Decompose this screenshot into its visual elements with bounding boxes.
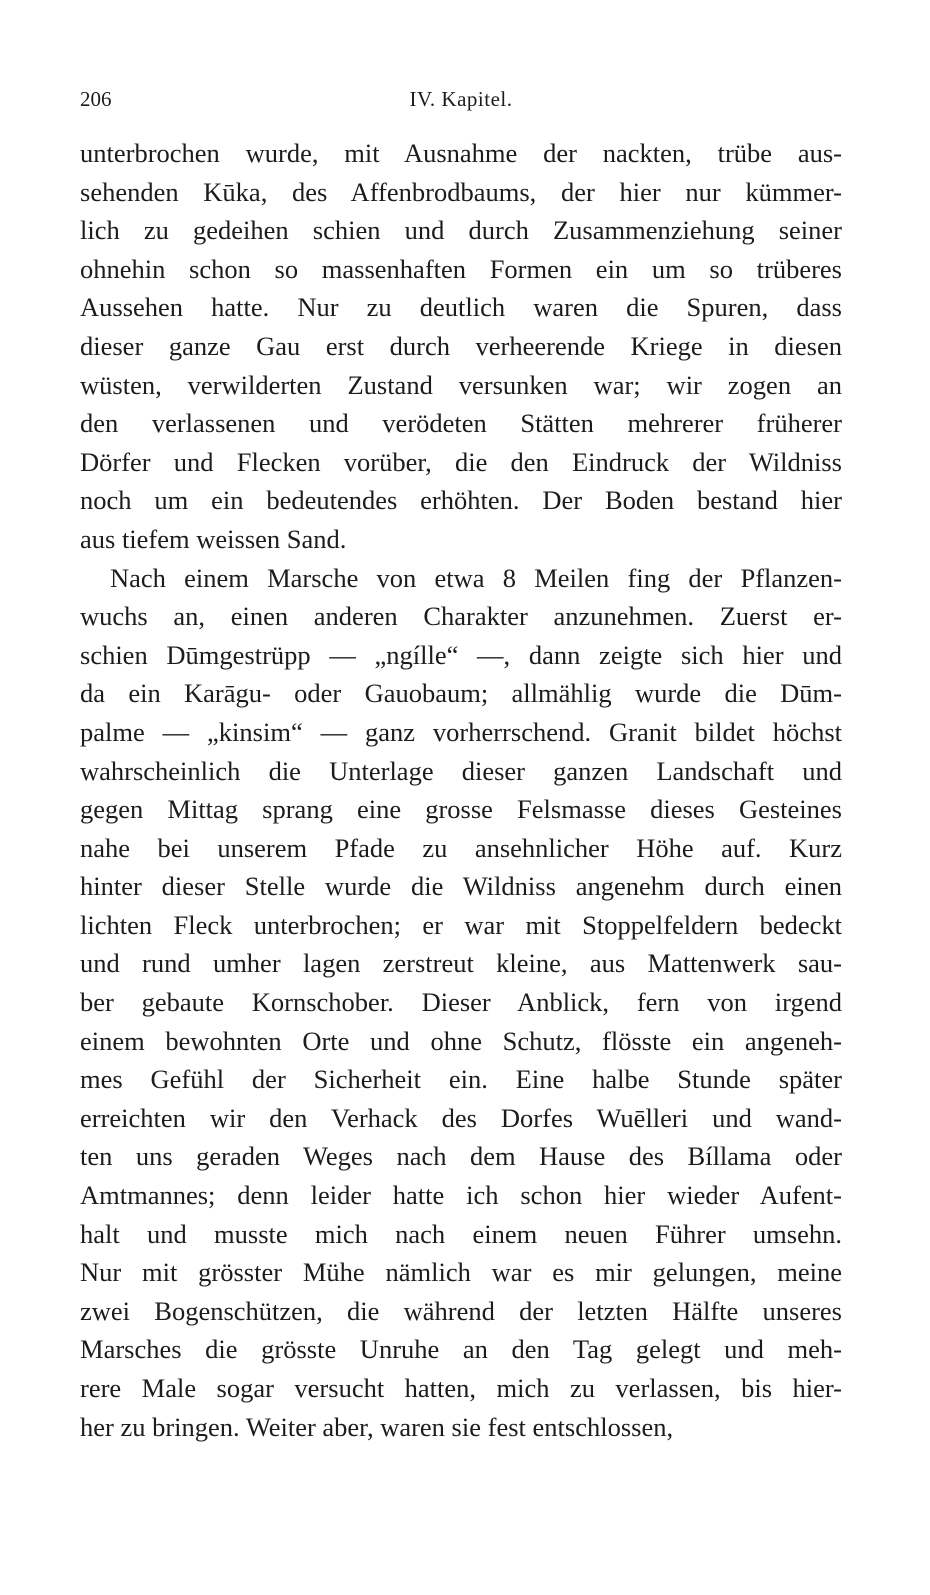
text-line: gegen Mittag sprang eine grosse Felsmasse dieses Gesteines [80, 794, 842, 825]
text-line: schien Dūmgestrüpp — „ngílle“ —, dann zeigte sich hier und [80, 639, 842, 670]
text-line: noch um ein bedeutendes erhöhten. Der Boden bestand hier [80, 485, 842, 516]
text-line: wuchs an, einen anderen Charakter anzunehmen. Zuerst er- [80, 601, 842, 632]
text-line: ohnehin schon so massenhaften Formen ein um so trüberes [80, 253, 842, 284]
text-line: Nach einem Marsche von etwa 8 Meilen fing der Pflanzen- [110, 562, 842, 593]
text-line: wahrscheinlich die Unterlage dieser ganzen Landschaft und [80, 755, 842, 786]
text-line: Aussehen hatte. Nur zu deutlich waren die Spuren, dass [80, 292, 842, 323]
text-line: ber gebaute Kornschober. Dieser Anblick, fern von irgend [80, 987, 842, 1018]
text-line: da ein Karāgu- oder Gauobaum; allmählig wurde die Dūm- [80, 678, 842, 709]
text-line: aus tiefem weissen Sand. [80, 523, 347, 554]
text-line: unterbrochen wurde, mit Ausnahme der nackten, trübe aus- [80, 138, 842, 168]
text-line: hinter dieser Stelle wurde die Wildniss angenehm durch einen [80, 871, 842, 902]
text-line: rere Male sogar versucht hatten, mich zu verlassen, bis hier- [80, 1373, 842, 1403]
text-line: den verlassenen und verödeten Stätten mehrerer früherer [80, 408, 842, 439]
text-line: ten uns geraden Weges nach dem Hause des Bíllama oder [80, 1141, 842, 1172]
text-line: lich zu gedeihen schien und durch Zusammenziehung seiner [80, 215, 842, 246]
text-line: wüsten, verwilderten Zustand versunken war; wir zogen an [80, 369, 842, 400]
paragraph [80, 134, 842, 559]
text-line: Nur mit grösster Mühe nämlich war es mir gelungen, meine [80, 1257, 842, 1288]
text-line: Amtmannes; denn leider hatte ich schon hier wieder Aufent- [80, 1180, 842, 1211]
text-line: nahe bei unserem Pfade zu ansehnlicher Höhe auf. Kurz [80, 832, 842, 863]
text-line: her zu bringen. Weiter aber, waren sie fest entschlossen, [80, 1411, 674, 1442]
text-line: Marsches die grösste Unruhe an den Tag gelegt und meh- [80, 1334, 842, 1365]
text-line: halt und musste mich nach einem neuen Führer umsehn. [80, 1218, 842, 1249]
body-text [80, 134, 842, 1446]
text-line: zwei Bogenschützen, die während der letzten Hälfte unseres [80, 1295, 842, 1326]
text-line: mes Gefühl der Sicherheit ein. Eine halbe Stunde später [80, 1064, 842, 1095]
text-line: sehenden Kūka, des Affenbrodbaums, der hier nur kümmer- [80, 176, 842, 207]
running-head [80, 84, 842, 114]
text-line: und rund umher lagen zerstreut kleine, aus Mattenwerk sau- [80, 948, 842, 979]
text-line: palme — „kinsim“ — ganz vorherrschend. Granit bildet höchst [80, 716, 842, 747]
text-line: erreichten wir den Verhack des Dorfes Wuēlleri und wand- [80, 1102, 842, 1133]
text-line: dieser ganze Gau erst durch verheerende Kriege in diesen [80, 330, 842, 361]
text-line: Dörfer und Flecken vorüber, die den Eindruck der Wildniss [80, 446, 842, 477]
chapter-title: IV. Kapitel. [409, 87, 513, 111]
text-line: lichten Fleck unterbrochen; er war mit Stoppelfeldern bedeckt [80, 909, 842, 940]
paragraph [80, 559, 842, 1447]
page-number: 206 [80, 87, 112, 111]
text-line: einem bewohnten Orte und ohne Schutz, flösste ein angeneh- [80, 1025, 842, 1056]
